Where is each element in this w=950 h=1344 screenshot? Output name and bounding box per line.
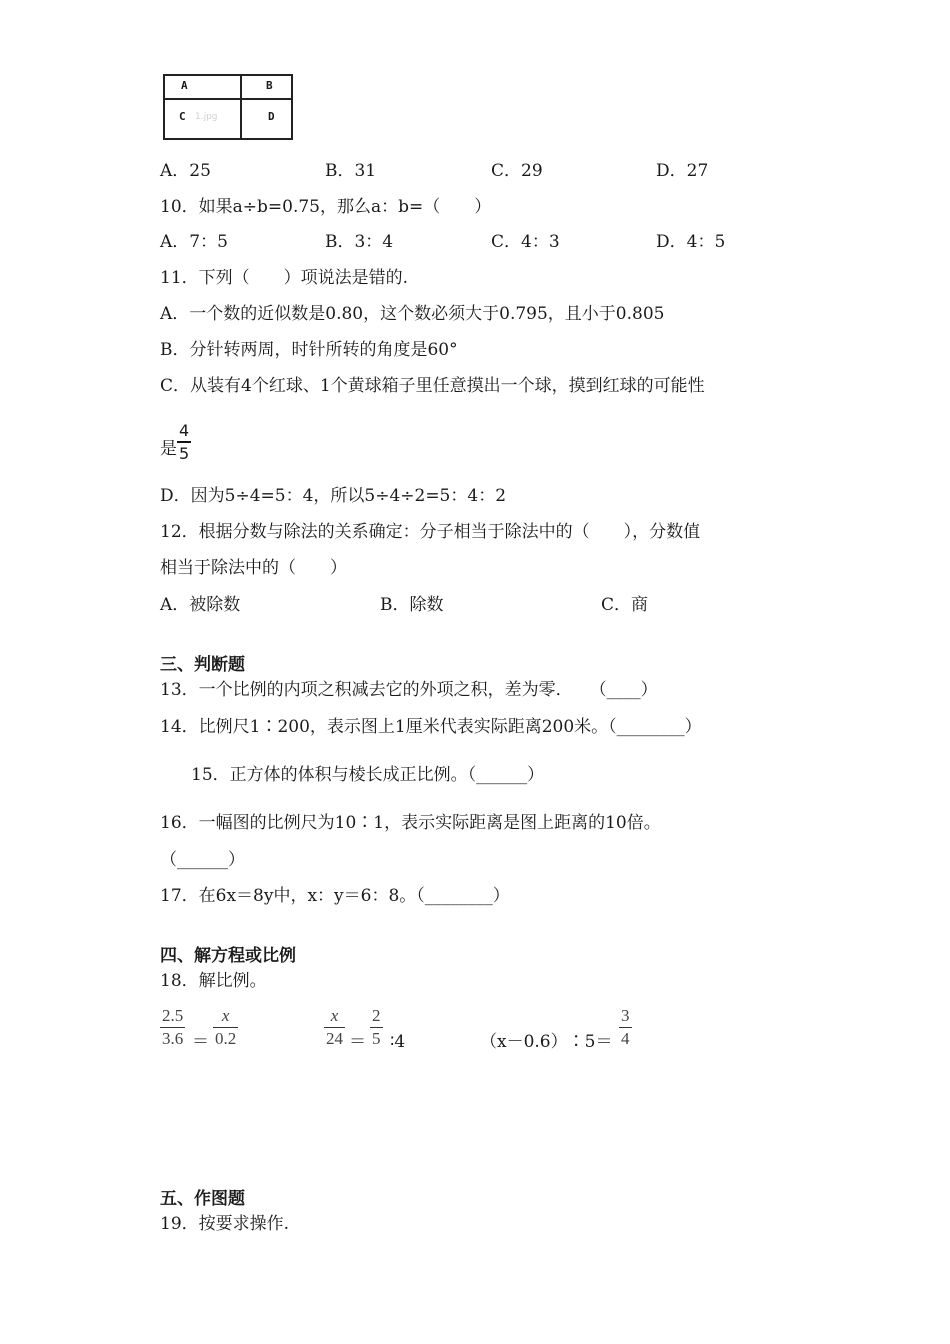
- eq2-left-numerator: x: [330, 1006, 339, 1025]
- grid-label-c: C: [179, 110, 186, 123]
- q11-option-d: D．因为5÷4=5：4，所以5÷4÷2=5：4：2: [160, 486, 507, 506]
- q10-option-d: D．4：5: [656, 232, 726, 252]
- fraction-bar: [324, 1027, 345, 1028]
- eq1-left-denominator: 3.6: [162, 1029, 184, 1048]
- q15: 15．正方体的体积与棱长成正比例。（______）: [191, 765, 545, 785]
- eq1-right-denominator: 0.2: [215, 1029, 237, 1048]
- q12-option-b: B．除数: [380, 595, 444, 615]
- eq2-tail: ∶4: [390, 1032, 406, 1052]
- q11-option-b: B．分针转两周，时针所转的角度是60°: [160, 340, 458, 360]
- q10-option-c: C．4：3: [491, 232, 560, 252]
- eq1-right-numerator: x: [221, 1006, 230, 1025]
- q10-option-b: B．3：4: [325, 232, 394, 252]
- eq1-right-fraction: [213, 1006, 238, 1049]
- eq2-right-denominator: 5: [372, 1029, 381, 1048]
- q13: 13．一个比例的内项之积减去它的外项之积，差为零． （____）: [160, 680, 658, 700]
- grid-label-a: A: [181, 79, 188, 92]
- section-3-title: 三、判断题: [160, 655, 245, 675]
- eq2-equals: ＝: [349, 1032, 366, 1052]
- q11-option-c: C．从装有4个红球、1个黄球箱子里任意摸出一个球，摸到红球的可能性: [160, 376, 705, 396]
- q11-option-c-cont: 是: [160, 439, 177, 459]
- eq3-denominator: 4: [621, 1029, 630, 1048]
- eq2-left-denominator: 24: [326, 1029, 343, 1048]
- fraction-bar: [370, 1027, 383, 1028]
- eq1-left-numerator: 2.5: [162, 1006, 184, 1025]
- q9-option-d: D．27: [656, 161, 709, 181]
- fraction-denominator: 5: [179, 444, 190, 463]
- eq2-left-fraction: [324, 1006, 345, 1049]
- eq2-right-fraction: [370, 1006, 383, 1049]
- fraction-bar: [619, 1027, 632, 1028]
- q9-option-b: B．31: [325, 161, 377, 181]
- eq3-numerator: 3: [621, 1006, 630, 1025]
- q11-option-a: A．一个数的近似数是0.80，这个数必须大于0.795，且小于0.805: [160, 304, 665, 324]
- fraction-four-fifths: [177, 421, 191, 463]
- q12-stem-line1: 12．根据分数与除法的关系确定：分子相当于除法中的（ ），分数值: [160, 522, 701, 542]
- q12-option-a: A．被除数: [160, 595, 241, 615]
- eq3-prefix: （x－0.6）∶5＝: [480, 1032, 613, 1052]
- fraction-bar: [160, 1027, 185, 1028]
- grid-watermark: 1.jpg: [195, 112, 218, 122]
- eq2-right-numerator: 2: [372, 1006, 381, 1025]
- q17: 17．在6x＝8y中，x：y＝6：8。（________）: [160, 886, 510, 906]
- section-5-title: 五、作图题: [160, 1189, 245, 1209]
- fraction-bar: [213, 1027, 238, 1028]
- q12-option-c: C．商: [601, 595, 649, 615]
- grid-vertical-line: [240, 76, 242, 138]
- eq3-fraction: [619, 1006, 632, 1049]
- q16-line1: 16．一幅图的比例尺为10∶1，表示实际距离是图上距离的10倍。: [160, 813, 661, 833]
- q10-option-a: A．7：5: [160, 232, 228, 252]
- q11-stem: 11．下列（ ）项说法是错的.: [160, 268, 409, 288]
- q9-option-c: C．29: [491, 161, 543, 181]
- q18-stem: 18．解比例。: [160, 971, 267, 991]
- fraction-numerator: 4: [179, 421, 190, 440]
- q16-line2: （______）: [160, 850, 245, 870]
- q9-option-a: A．25: [160, 161, 211, 181]
- eq1-left-fraction: [160, 1006, 185, 1049]
- grid-label-b: B: [266, 79, 273, 92]
- grid-horizontal-line: [165, 98, 291, 100]
- q12-stem-line2: 相当于除法中的（ ）: [160, 558, 347, 578]
- eq1-equals: ＝: [192, 1032, 209, 1052]
- q14: 14．比例尺1∶200，表示图上1厘米代表实际距离200米。（________）: [160, 717, 702, 737]
- section-4-title: 四、解方程或比例: [160, 946, 296, 966]
- q19-stem: 19．按要求操作.: [160, 1214, 290, 1234]
- q10-stem: 10．如果a÷b=0.75，那么a：b=（ ）: [160, 197, 492, 217]
- fraction-bar: [177, 441, 191, 443]
- rectangle-grid-figure: [163, 74, 293, 140]
- grid-label-d: D: [268, 110, 275, 123]
